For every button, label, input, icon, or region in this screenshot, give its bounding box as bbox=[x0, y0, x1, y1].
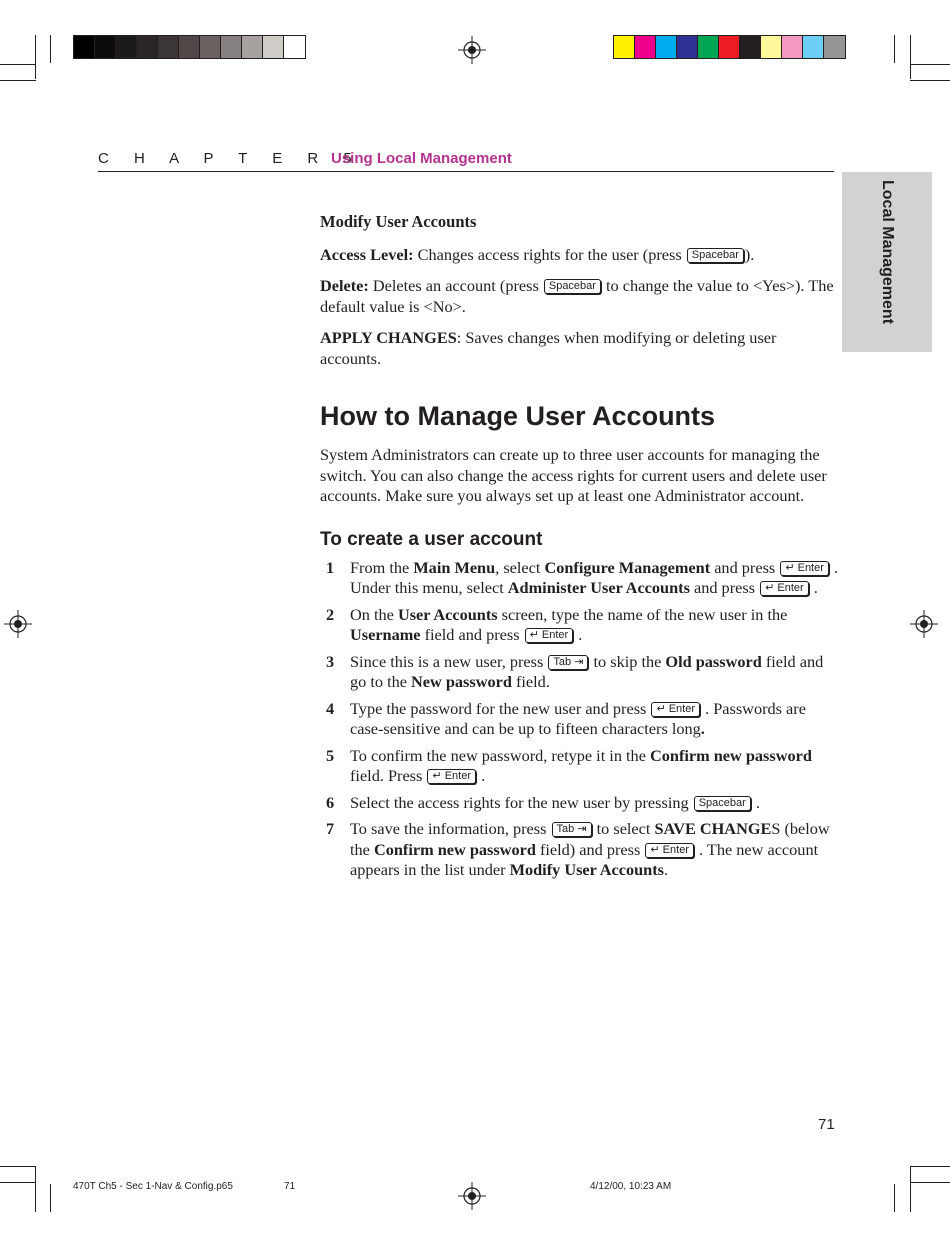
chapter-label: C H A P T E R 5 bbox=[98, 150, 363, 167]
crop-mark bbox=[50, 1184, 51, 1212]
registration-mark-icon bbox=[458, 1182, 486, 1210]
crop-mark bbox=[894, 1184, 895, 1212]
registration-mark-icon bbox=[458, 36, 486, 64]
step-item bbox=[320, 652, 840, 693]
apply-changes-label: APPLY CHANGES bbox=[320, 328, 457, 347]
step-number: 1 bbox=[326, 557, 335, 577]
step-text: Select the access rights for the new user by pressing Spacebar . bbox=[350, 792, 760, 812]
step-item bbox=[320, 699, 840, 740]
grayscale-bar bbox=[73, 35, 306, 59]
slug-page: 71 bbox=[284, 1181, 296, 1192]
enter-key-icon: ↵ Enter bbox=[525, 628, 574, 643]
step-text: From the Main Menu, select Configure Management and press ↵ Enter . Under this menu, select Administer User Accounts and press ↵ Enter . bbox=[350, 557, 839, 597]
registration-mark-icon bbox=[4, 610, 32, 638]
crop-mark bbox=[50, 35, 51, 63]
step-number: 5 bbox=[326, 745, 335, 765]
crop-mark bbox=[910, 64, 950, 65]
step-text: On the User Accounts screen, type the name of the new user in the Username field and press ↵ Enter . bbox=[350, 604, 788, 644]
step-number: 3 bbox=[326, 651, 335, 671]
enter-key-icon: ↵ Enter bbox=[651, 702, 700, 717]
access-level-text-end: ). bbox=[744, 244, 755, 264]
access-level-label: Access Level: bbox=[320, 244, 414, 264]
color-swatch bbox=[782, 36, 803, 58]
color-swatch bbox=[677, 36, 698, 58]
slug-file: 470T Ch5 - Sec 1-Nav & Config.p65 bbox=[73, 1181, 233, 1192]
color-swatch bbox=[263, 36, 284, 58]
color-swatch bbox=[179, 36, 200, 58]
color-swatch bbox=[719, 36, 740, 58]
access-level-paragraph bbox=[320, 245, 840, 266]
color-swatch bbox=[158, 36, 179, 58]
color-swatch bbox=[242, 36, 263, 58]
step-text: To save the information, press Tab ⇥ to select SAVE CHANGES (below the Confirm new password field) and press ↵ Enter . The new account appears in the list under Modify User Accounts. bbox=[350, 819, 830, 879]
step-item bbox=[320, 605, 840, 646]
step-number: 2 bbox=[326, 604, 335, 624]
subsection-title: To create a user account bbox=[320, 528, 543, 550]
step-text: To confirm the new password, retype it in the Confirm new password field. Press ↵ Enter . bbox=[350, 745, 812, 785]
color-swatch bbox=[116, 36, 137, 58]
delete-text-end: to change the value to <Yes>). The default value is <No>. bbox=[320, 276, 834, 316]
step-number: 7 bbox=[326, 819, 335, 838]
side-tab-label: Local Management bbox=[879, 180, 896, 325]
slug-date: 4/12/00, 10:23 AM bbox=[590, 1181, 672, 1192]
spacebar-key-icon: Spacebar bbox=[694, 796, 751, 811]
step-number: 6 bbox=[326, 792, 335, 812]
color-swatch bbox=[284, 36, 305, 58]
enter-key-icon: ↵ Enter bbox=[780, 561, 829, 576]
color-swatch bbox=[74, 36, 95, 58]
step-item bbox=[320, 819, 840, 881]
registration-mark-icon bbox=[910, 610, 938, 638]
crop-mark bbox=[910, 35, 911, 79]
color-swatch bbox=[137, 36, 158, 58]
crop-mark bbox=[35, 35, 36, 79]
color-swatch bbox=[614, 36, 635, 58]
page-number: 71 bbox=[818, 1116, 835, 1133]
step-number: 4 bbox=[326, 698, 335, 718]
color-swatch bbox=[698, 36, 719, 58]
color-swatch bbox=[761, 36, 782, 58]
crop-mark bbox=[35, 1166, 36, 1212]
crop-mark bbox=[910, 1166, 950, 1167]
crop-mark bbox=[0, 80, 36, 81]
color-swatch bbox=[200, 36, 221, 58]
color-swatch bbox=[221, 36, 242, 58]
main-content bbox=[320, 212, 840, 887]
color-swatch bbox=[740, 36, 761, 58]
step-item bbox=[320, 746, 840, 787]
color-swatch bbox=[824, 36, 845, 58]
color-swatch bbox=[95, 36, 116, 58]
delete-text: Deletes an account (press bbox=[368, 276, 543, 295]
color-bar bbox=[613, 35, 846, 59]
modify-heading: Modify User Accounts bbox=[320, 212, 477, 231]
crop-mark bbox=[910, 80, 950, 81]
apply-changes-text: : Saves changes when modifying or deleting user accounts. bbox=[320, 328, 777, 368]
apply-changes-paragraph bbox=[320, 328, 840, 369]
enter-key-icon: ↵ Enter bbox=[760, 581, 809, 596]
enter-key-icon: ↵ Enter bbox=[645, 843, 694, 858]
access-level-text: Changes access rights for the user (press bbox=[413, 244, 686, 264]
crop-mark bbox=[0, 1166, 36, 1167]
header-rule bbox=[98, 171, 834, 172]
crop-mark bbox=[0, 1182, 36, 1183]
spacebar-key-icon: Spacebar bbox=[687, 248, 744, 263]
crop-mark bbox=[910, 1166, 911, 1212]
tab-key-icon: Tab ⇥ bbox=[548, 655, 588, 670]
enter-key-icon: ↵ Enter bbox=[427, 769, 476, 784]
step-item bbox=[320, 793, 840, 814]
step-text: Since this is a new user, press Tab ⇥ to skip the Old password field and go to the New password field. bbox=[350, 651, 824, 691]
color-swatch bbox=[803, 36, 824, 58]
spacebar-key-icon: Spacebar bbox=[544, 279, 601, 294]
intro-paragraph: System Administrators can create up to three user accounts for managing the switch. You can also change the access rights for current users and delete user accounts. Make sure you always set up at least one Administrator account. bbox=[320, 445, 827, 505]
chapter-title: Using Local Management bbox=[331, 150, 512, 167]
crop-mark bbox=[0, 64, 36, 65]
color-swatch bbox=[635, 36, 656, 58]
step-text: Type the password for the new user and press ↵ Enter . Passwords are case-sensitive and can be up to fifteen characters long. bbox=[350, 698, 806, 738]
tab-key-icon: Tab ⇥ bbox=[552, 822, 592, 837]
crop-mark bbox=[894, 35, 895, 63]
delete-paragraph bbox=[320, 276, 840, 317]
section-title: How to Manage User Accounts bbox=[320, 401, 716, 431]
step-item bbox=[320, 558, 840, 599]
side-tab bbox=[842, 172, 932, 352]
crop-mark bbox=[910, 1182, 950, 1183]
color-swatch bbox=[656, 36, 677, 58]
delete-label: Delete: bbox=[320, 276, 369, 295]
